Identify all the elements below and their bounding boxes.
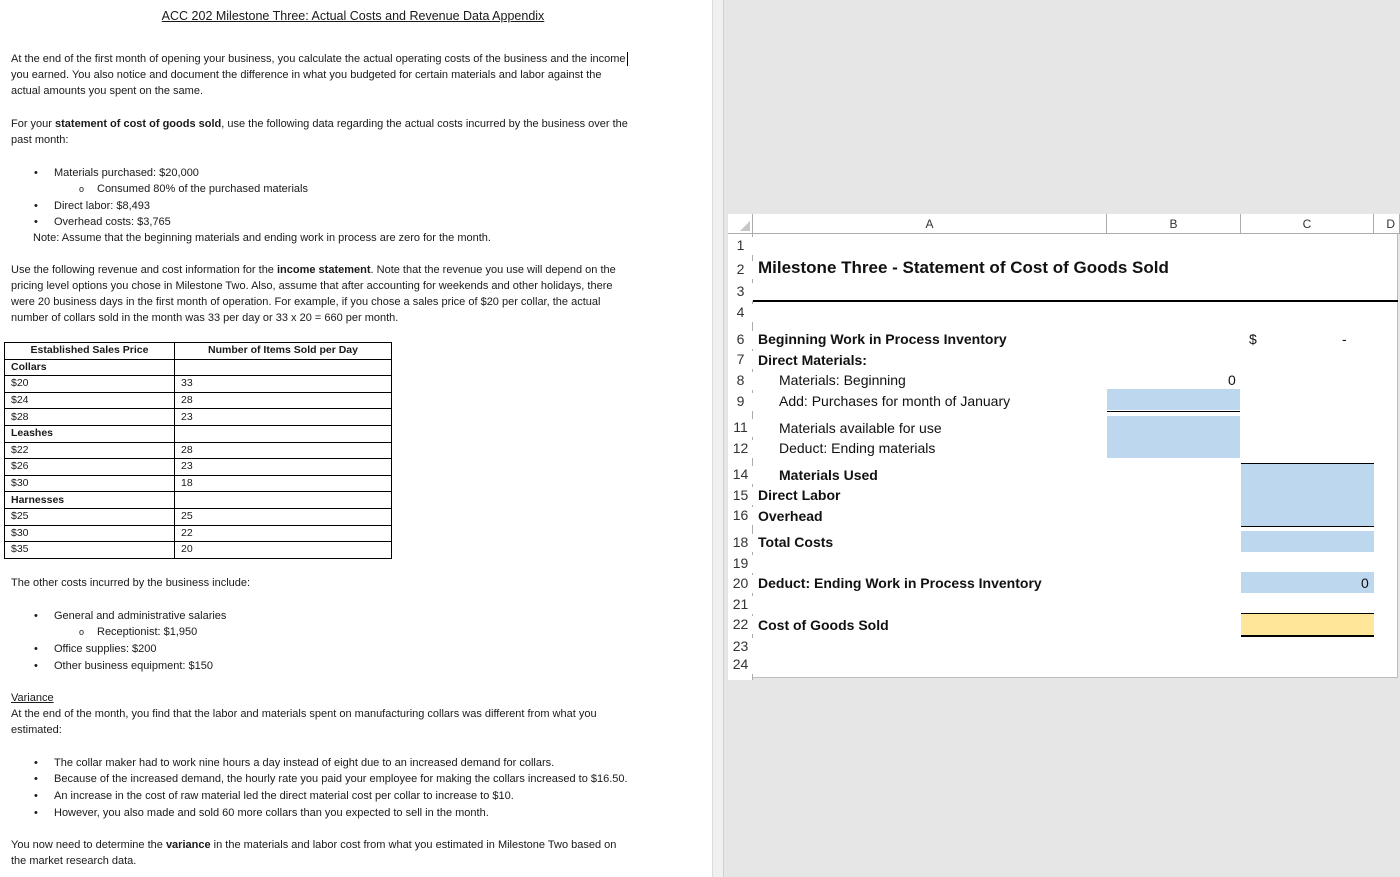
row-header[interactable]: 22: [728, 616, 753, 634]
row-header[interactable]: 19: [728, 555, 753, 573]
subbullet-receptionist: o Receptionist: $1,950: [97, 624, 197, 640]
row-header[interactable]: 23: [728, 638, 753, 656]
cell-border: [1241, 613, 1374, 614]
text-cursor: [627, 52, 628, 66]
cell-c6-currency[interactable]: $: [1249, 331, 1257, 347]
table-cell: $20: [5, 376, 175, 393]
input-cell-total-costs[interactable]: [1241, 531, 1374, 552]
category-cell: Harnesses: [5, 492, 175, 509]
table-cell: 28: [175, 392, 392, 409]
cell-a6[interactable]: Beginning Work in Process Inventory: [758, 331, 1007, 347]
table-cell: 20: [175, 542, 392, 559]
cell-a7[interactable]: Direct Materials:: [758, 352, 867, 368]
table-cell: $30: [5, 475, 175, 492]
table-row: [5, 409, 392, 426]
cell-a9[interactable]: Add: Purchases for month of January: [779, 393, 1011, 409]
table-cell: 23: [175, 409, 392, 426]
input-cell-purchases[interactable]: [1107, 389, 1240, 410]
row-header[interactable]: 16: [728, 507, 753, 525]
row-header[interactable]: 21: [728, 596, 753, 614]
sheet-title[interactable]: Milestone Three - Statement of Cost of Goods Sold: [758, 258, 1169, 277]
row-header[interactable]: 11: [728, 419, 753, 437]
table-cell: [175, 492, 392, 509]
row-header[interactable]: 4: [728, 304, 753, 322]
column-header-b[interactable]: B: [1107, 214, 1241, 234]
table-cell: 23: [175, 459, 392, 476]
input-cell-materials-available[interactable]: [1107, 416, 1240, 458]
table-cell: 25: [175, 508, 392, 525]
row-header[interactable]: 14: [728, 466, 753, 484]
column-header-c[interactable]: C: [1241, 214, 1374, 234]
window-divider[interactable]: [712, 0, 724, 877]
table-row: [5, 459, 392, 476]
table-row: [5, 525, 392, 542]
row-header[interactable]: 3: [728, 283, 753, 301]
subbullet-consumed: o Consumed 80% of the purchased materials: [97, 181, 308, 197]
intro-paragraph: At the end of the first month of opening your business, you calculate the actual operating costs of the business and the income you earned. You also notice and document the difference in what you budgeted for certain materials and labor against the actual amounts you spent on the same.: [11, 53, 626, 97]
category-cell: Collars: [5, 359, 175, 376]
bullet-materials-purchased: • Materials purchased: $20,000: [54, 165, 199, 181]
input-cell-materials-used-labor-overhead[interactable]: [1241, 464, 1374, 526]
table-cell: $30: [5, 525, 175, 542]
table-cell: $25: [5, 508, 175, 525]
table-header: Established Sales Price: [5, 343, 175, 360]
table-row: [5, 359, 392, 376]
bullet-direct-labor: • Direct labor: $8,493: [54, 198, 150, 214]
row-header[interactable]: 20: [728, 575, 753, 593]
cell-a20[interactable]: Deduct: Ending Work in Process Inventory: [758, 575, 1042, 591]
row-header[interactable]: 9: [728, 393, 753, 411]
income-paragraph: Use the following revenue and cost information for the income statement. Note that the revenue you use will depend on the pricing level options you chose in Milestone Two. Also, assume that after accounting for weekends and other holidays, there were 20 business days in the first month of operation. For example, if you chose a sales price of $20 per collar, the actual number of collars sold in the month was 33 per day or 33 x 20 = 660 per month.: [11, 264, 616, 324]
column-header-a[interactable]: A: [753, 214, 1107, 234]
bullet-overhead: • Overhead costs: $3,765: [54, 214, 171, 230]
row-header[interactable]: 18: [728, 534, 753, 552]
row-header[interactable]: 2: [728, 261, 753, 279]
table-cell: [175, 359, 392, 376]
table-row: [5, 492, 392, 509]
cell-border: [1241, 526, 1374, 527]
cell-a12[interactable]: Deduct: Ending materials: [779, 440, 936, 456]
row-header[interactable]: 8: [728, 372, 753, 390]
other-costs-intro: The other costs incurred by the business include:: [11, 577, 251, 589]
table-cell: $24: [5, 392, 175, 409]
table-header: Number of Items Sold per Day: [175, 343, 392, 360]
cell-border: [1241, 463, 1374, 464]
table-row: [5, 542, 392, 559]
cell-a16[interactable]: Overhead: [758, 508, 823, 524]
note-text: Note: Assume that the beginning materials and ending work in process are zero for the month.: [33, 232, 491, 244]
table-row: [5, 392, 392, 409]
table-row: [5, 442, 392, 459]
table-header-row: [5, 343, 392, 360]
cell-b8[interactable]: 0: [1228, 372, 1236, 388]
cell-c20[interactable]: 0: [1361, 575, 1369, 591]
variance-heading: Variance: [11, 692, 54, 704]
table-cell: 28: [175, 442, 392, 459]
row-header[interactable]: 24: [728, 656, 753, 674]
table-cell: 33: [175, 376, 392, 393]
cell-border: [1107, 411, 1240, 412]
table-cell: $22: [5, 442, 175, 459]
spreadsheet: [728, 214, 1400, 680]
select-all-corner[interactable]: [728, 214, 753, 234]
bullet-salaries: • General and administrative salaries: [54, 608, 226, 624]
cogs-paragraph: For your statement of cost of goods sold, use the following data regarding the actual costs incurred by the business over the past month:: [11, 118, 628, 146]
document-title: ACC 202 Milestone Three: Actual Costs and Revenue Data Appendix: [161, 9, 545, 23]
table-row: [5, 376, 392, 393]
column-header-d[interactable]: D: [1374, 214, 1400, 234]
cell-a11[interactable]: Materials available for use: [779, 420, 942, 436]
price-table: [4, 342, 392, 559]
title-border: [753, 300, 1398, 302]
cell-c6-value[interactable]: -: [1342, 331, 1347, 347]
cell-border: [1241, 635, 1374, 637]
input-cell-cogs[interactable]: [1241, 614, 1374, 635]
cell-a8[interactable]: Materials: Beginning: [779, 372, 906, 388]
category-cell: Leashes: [5, 425, 175, 442]
variance-paragraph: At the end of the month, you find that the labor and materials spent on manufacturing collars was different from what you estimated:: [11, 708, 597, 736]
table-cell: $28: [5, 409, 175, 426]
table-cell: 22: [175, 525, 392, 542]
input-cell-ending-wip[interactable]: [1241, 572, 1374, 593]
variance-item: • Because of the increased demand, the hourly rate you paid your employee for making the collars increased to $16.50.: [54, 771, 628, 787]
table-cell: $26: [5, 459, 175, 476]
table-row: [5, 475, 392, 492]
table-row: [5, 508, 392, 525]
final-paragraph: You now need to determine the variance in the materials and labor cost from what you estimated in Milestone Two based on the market research data.: [11, 839, 617, 867]
table-cell: [175, 425, 392, 442]
variance-item: • The collar maker had to work nine hours a day instead of eight due to an increased demand for collars.: [54, 755, 554, 771]
table-row: [5, 425, 392, 442]
cell-a15[interactable]: Direct Labor: [758, 487, 841, 503]
variance-item: • An increase in the cost of raw material led the direct material cost per collar to increase to $10.: [54, 788, 514, 804]
row-header[interactable]: 7: [728, 351, 753, 369]
row-header[interactable]: 1: [728, 237, 753, 255]
cell-a14[interactable]: Materials Used: [779, 467, 878, 483]
table-cell: 18: [175, 475, 392, 492]
cell-a18[interactable]: Total Costs: [758, 534, 834, 550]
table-cell: $35: [5, 542, 175, 559]
variance-item: • However, you also made and sold 60 more collars than you expected to sell in the month.: [54, 805, 489, 821]
bullet-office-supplies: • Office supplies: $200: [54, 641, 157, 657]
row-header[interactable]: 12: [728, 440, 753, 458]
bullet-equipment: • Other business equipment: $150: [54, 658, 213, 674]
row-header[interactable]: 15: [728, 487, 753, 505]
cell-a22[interactable]: Cost of Goods Sold: [758, 617, 889, 633]
row-header[interactable]: 6: [728, 331, 753, 349]
